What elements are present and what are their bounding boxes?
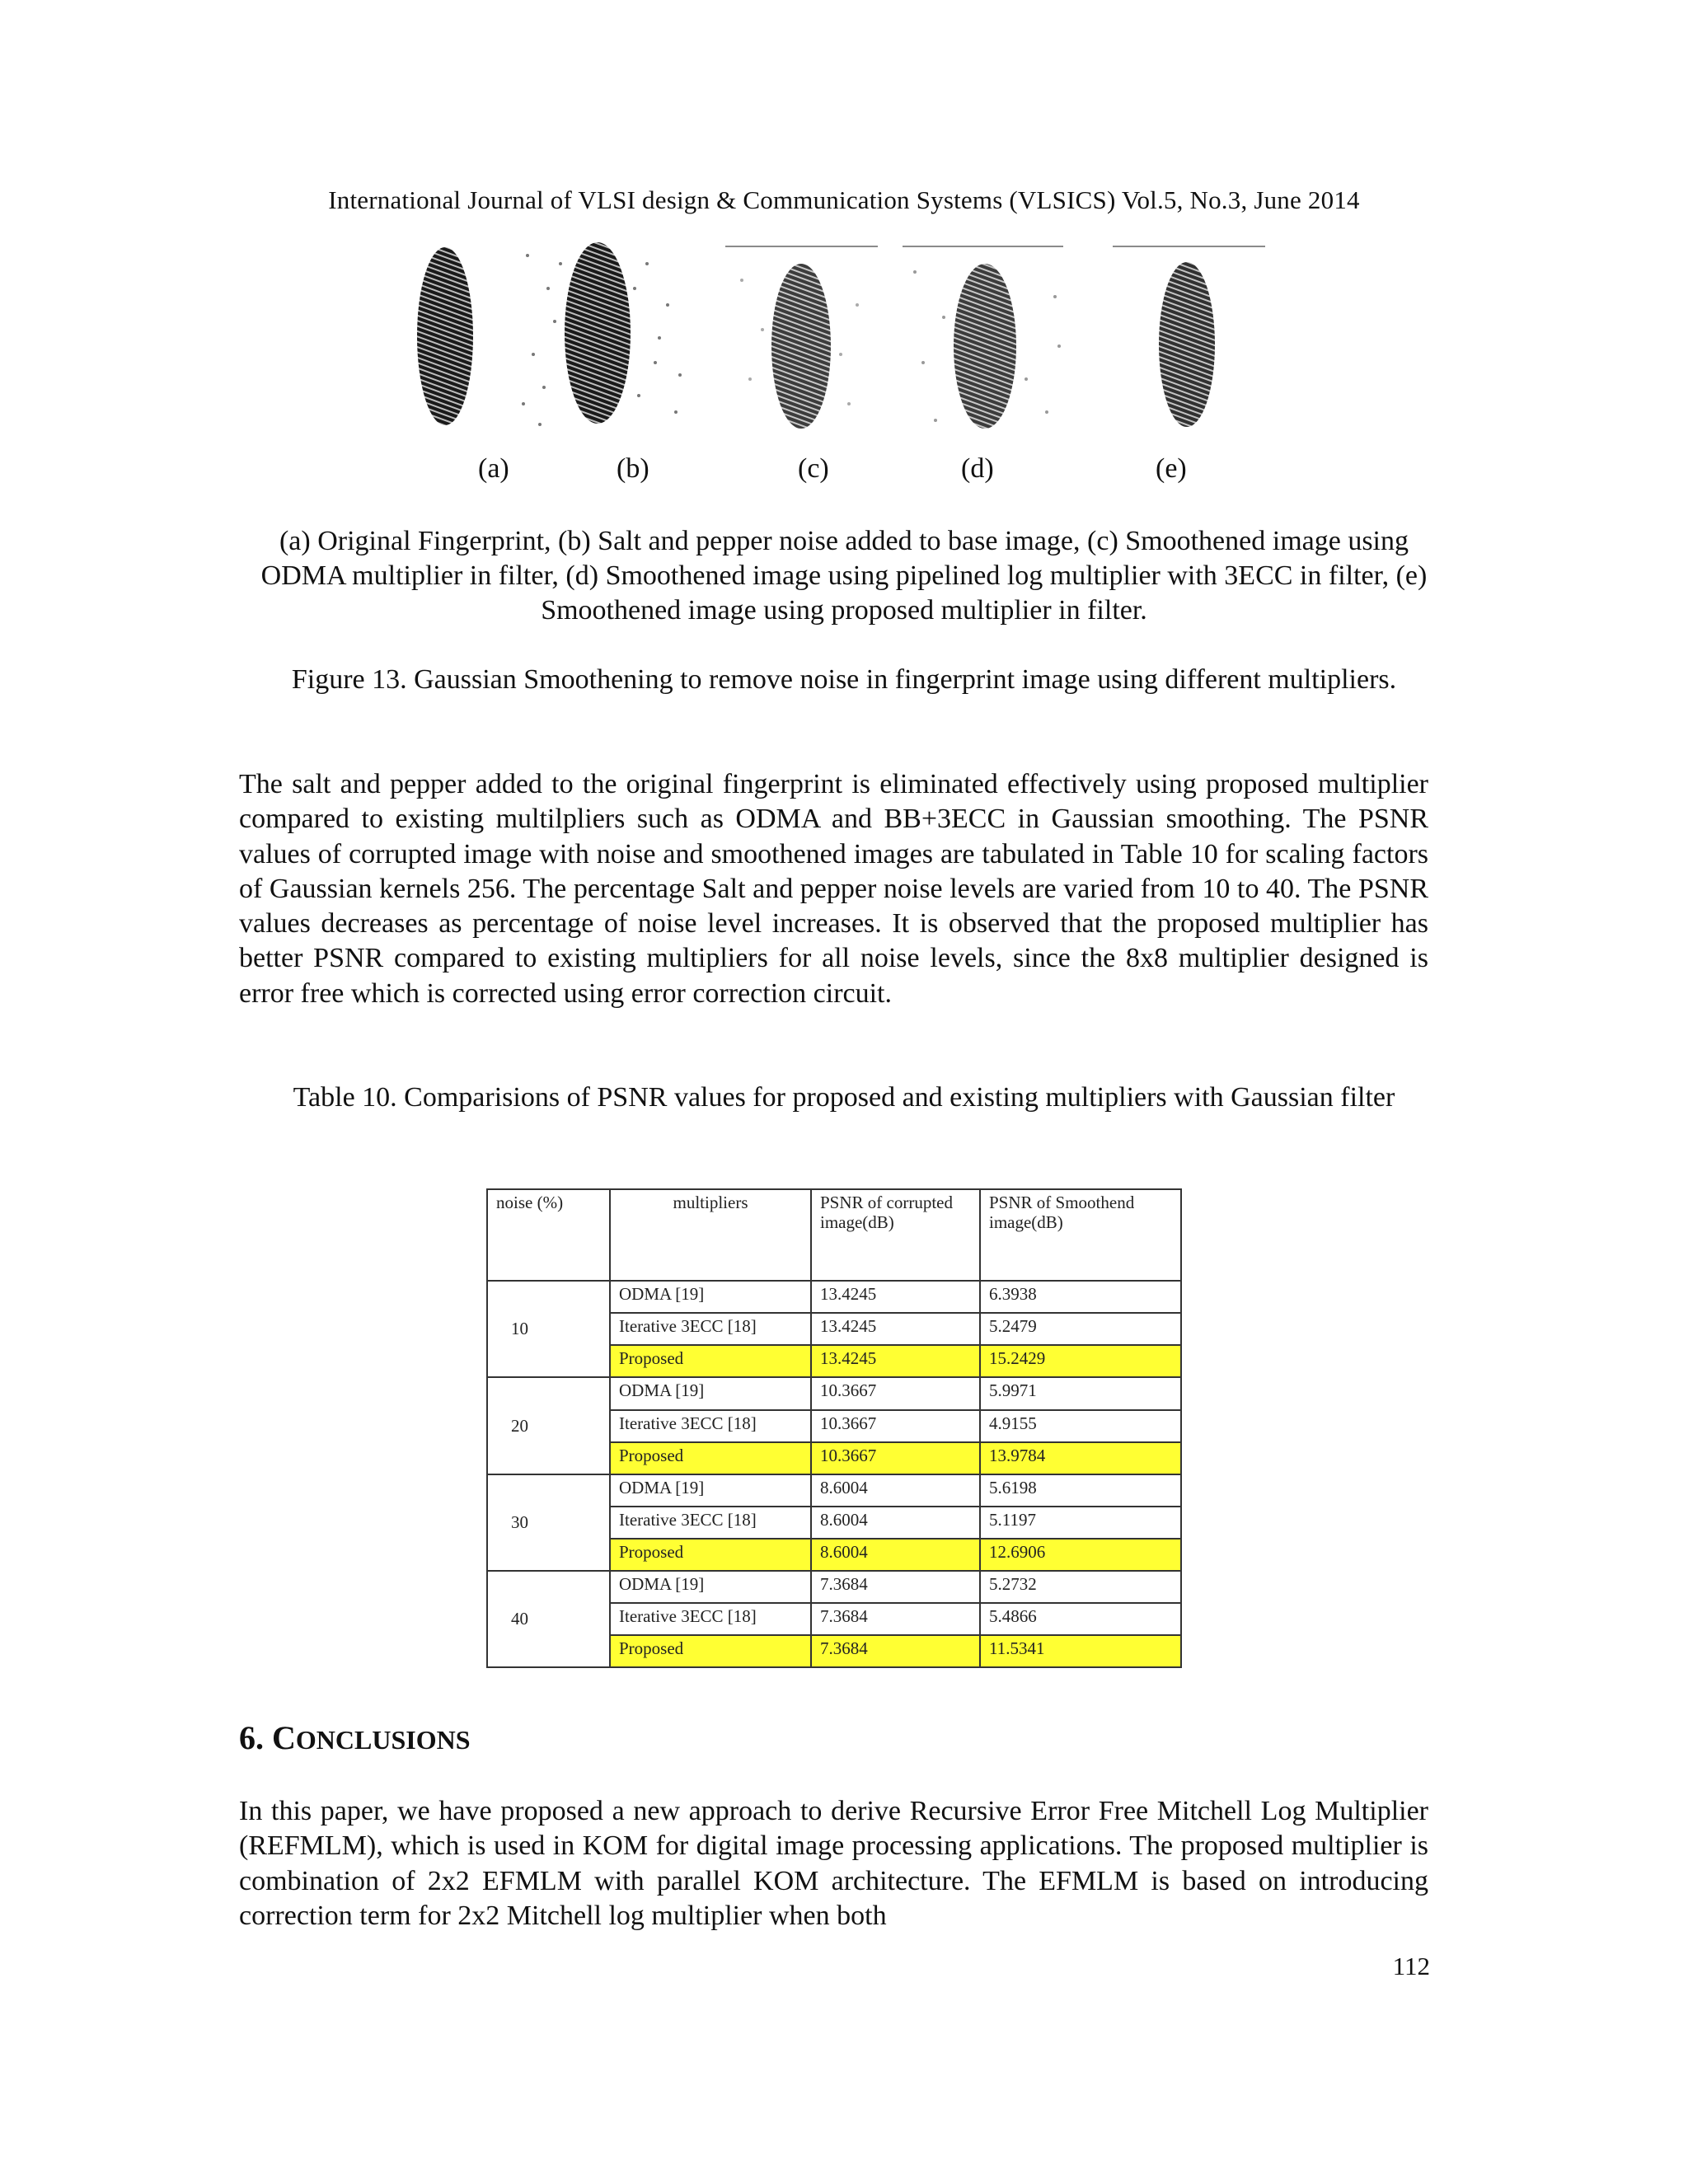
multiplier-cell: ODMA [19] bbox=[610, 1571, 811, 1603]
psnr-corrupted-cell: 7.3684 bbox=[811, 1603, 980, 1635]
psnr-smoothed-cell: 15.2429 bbox=[980, 1345, 1181, 1377]
noise-level-cell: 10 bbox=[487, 1281, 610, 1377]
section-title-initial: C bbox=[272, 1719, 296, 1756]
table-caption: Table 10. Comparisions of PSNR values for proposed and existing multipliers with Gaussian filter bbox=[293, 1082, 1395, 1113]
psnr-smoothed-cell: 12.6906 bbox=[980, 1539, 1181, 1571]
psnr-table bbox=[486, 1188, 1182, 1668]
psnr-corrupted-cell: 8.6004 bbox=[811, 1474, 980, 1507]
table-body bbox=[487, 1281, 1181, 1667]
section-number: 6. bbox=[239, 1719, 272, 1756]
psnr-corrupted-cell: 13.4245 bbox=[811, 1313, 980, 1345]
header-psnr-corrupted: PSNR of corrupted image(dB) bbox=[811, 1189, 980, 1281]
body-paragraph: The salt and pepper added to the original fingerprint is eliminated effectively using proposed multiplier compared to existing multilpliers such as ODMA and BB+3ECC in Gaussian smoothing. The PSNR values of corrupted image with noise and smoothened images are tabulated in Table 10 for scaling factors of Gaussian kernels 256. The percentage Salt and pepper noise levels are varied from 10 to 40. The PSNR values decreases as percentage of noise level increases. It is observed that the proposed multiplier has better PSNR compared to existing multipliers for all noise levels, since the 8x8 multiplier designed is error free which is corrected using error correction circuit. bbox=[239, 769, 1428, 1009]
header-noise: noise (%) bbox=[487, 1189, 610, 1281]
panel-label-b: (b) bbox=[617, 453, 649, 484]
psnr-smoothed-cell: 5.9971 bbox=[980, 1377, 1181, 1409]
table-row bbox=[487, 1377, 1181, 1409]
noise-level-cell: 20 bbox=[487, 1377, 610, 1474]
header-multipliers: multipliers bbox=[610, 1189, 811, 1281]
table-row bbox=[487, 1474, 1181, 1507]
psnr-smoothed-cell: 5.4866 bbox=[980, 1603, 1181, 1635]
psnr-smoothed-cell: 6.3938 bbox=[980, 1281, 1181, 1313]
psnr-corrupted-cell: 8.6004 bbox=[811, 1539, 980, 1571]
table-header-row bbox=[487, 1189, 1181, 1281]
psnr-smoothed-cell: 5.1197 bbox=[980, 1507, 1181, 1539]
header-psnr-smoothed: PSNR of Smoothend image(dB) bbox=[980, 1189, 1181, 1281]
multiplier-cell: Proposed bbox=[610, 1539, 811, 1571]
section-title-rest: ONCLUSIONS bbox=[295, 1725, 471, 1755]
fingerprint-image-c bbox=[725, 239, 878, 437]
multiplier-cell: Iterative 3ECC [18] bbox=[610, 1313, 811, 1345]
psnr-smoothed-cell: 11.5341 bbox=[980, 1635, 1181, 1667]
page-number: 112 bbox=[1392, 1952, 1430, 1980]
panel-label-d: (d) bbox=[961, 453, 994, 484]
figure-description: (a) Original Fingerprint, (b) Salt and pepper noise added to base image, (c) Smoothened image using ODMA multiplier in filter, (d) Smoothened image using pipelined log multiplier with 3ECC in filter, (e) Smoothened image using proposed multiplier in filter. bbox=[260, 526, 1428, 626]
psnr-smoothed-cell: 5.2479 bbox=[980, 1313, 1181, 1345]
panel-label-a: (a) bbox=[478, 453, 509, 484]
multiplier-cell: Proposed bbox=[610, 1442, 811, 1474]
section-heading-conclusions bbox=[239, 1718, 471, 1757]
psnr-smoothed-cell: 5.2732 bbox=[980, 1571, 1181, 1603]
figure-13 bbox=[0, 239, 1688, 437]
psnr-smoothed-cell: 5.6198 bbox=[980, 1474, 1181, 1507]
multiplier-cell: Iterative 3ECC [18] bbox=[610, 1603, 811, 1635]
psnr-corrupted-cell: 10.3667 bbox=[811, 1377, 980, 1409]
psnr-corrupted-cell: 10.3667 bbox=[811, 1442, 980, 1474]
multiplier-cell: ODMA [19] bbox=[610, 1281, 811, 1313]
fingerprint-image-e bbox=[1113, 239, 1269, 437]
table-row bbox=[487, 1571, 1181, 1603]
multiplier-cell: ODMA [19] bbox=[610, 1377, 811, 1409]
psnr-corrupted-cell: 7.3684 bbox=[811, 1571, 980, 1603]
running-header: International Journal of VLSI design & Communication Systems (VLSICS) Vol.5, No.3, June 2014 bbox=[328, 185, 1360, 214]
psnr-smoothed-cell: 4.9155 bbox=[980, 1410, 1181, 1442]
multiplier-cell: Iterative 3ECC [18] bbox=[610, 1410, 811, 1442]
panel-label-c: (c) bbox=[798, 453, 829, 484]
psnr-corrupted-cell: 7.3684 bbox=[811, 1635, 980, 1667]
fingerprint-image-d bbox=[903, 239, 1067, 437]
multiplier-cell: Iterative 3ECC [18] bbox=[610, 1507, 811, 1539]
psnr-corrupted-cell: 13.4245 bbox=[811, 1281, 980, 1313]
fingerprint-image-a bbox=[412, 239, 478, 437]
figure-caption: Figure 13. Gaussian Smoothening to remove noise in fingerprint image using different multipliers. bbox=[291, 664, 1397, 695]
table-row bbox=[487, 1281, 1181, 1313]
panel-label-e: (e) bbox=[1156, 453, 1187, 484]
fingerprint-image-b bbox=[515, 239, 688, 437]
psnr-corrupted-cell: 13.4245 bbox=[811, 1345, 980, 1377]
psnr-corrupted-cell: 10.3667 bbox=[811, 1410, 980, 1442]
multiplier-cell: ODMA [19] bbox=[610, 1474, 811, 1507]
multiplier-cell: Proposed bbox=[610, 1345, 811, 1377]
conclusions-paragraph: In this paper, we have proposed a new approach to derive Recursive Error Free Mitchell Log Multiplier (REFMLM), which is used in KOM for digital image processing applications. The proposed multiplier is combination of 2x2 EFMLM with parallel KOM architecture. The EFMLM is based on introducing correction term for 2x2 Mitchell log multiplier when both bbox=[239, 1796, 1428, 1931]
psnr-smoothed-cell: 13.9784 bbox=[980, 1442, 1181, 1474]
noise-level-cell: 30 bbox=[487, 1474, 610, 1571]
psnr-corrupted-cell: 8.6004 bbox=[811, 1507, 980, 1539]
noise-level-cell: 40 bbox=[487, 1571, 610, 1667]
multiplier-cell: Proposed bbox=[610, 1635, 811, 1667]
